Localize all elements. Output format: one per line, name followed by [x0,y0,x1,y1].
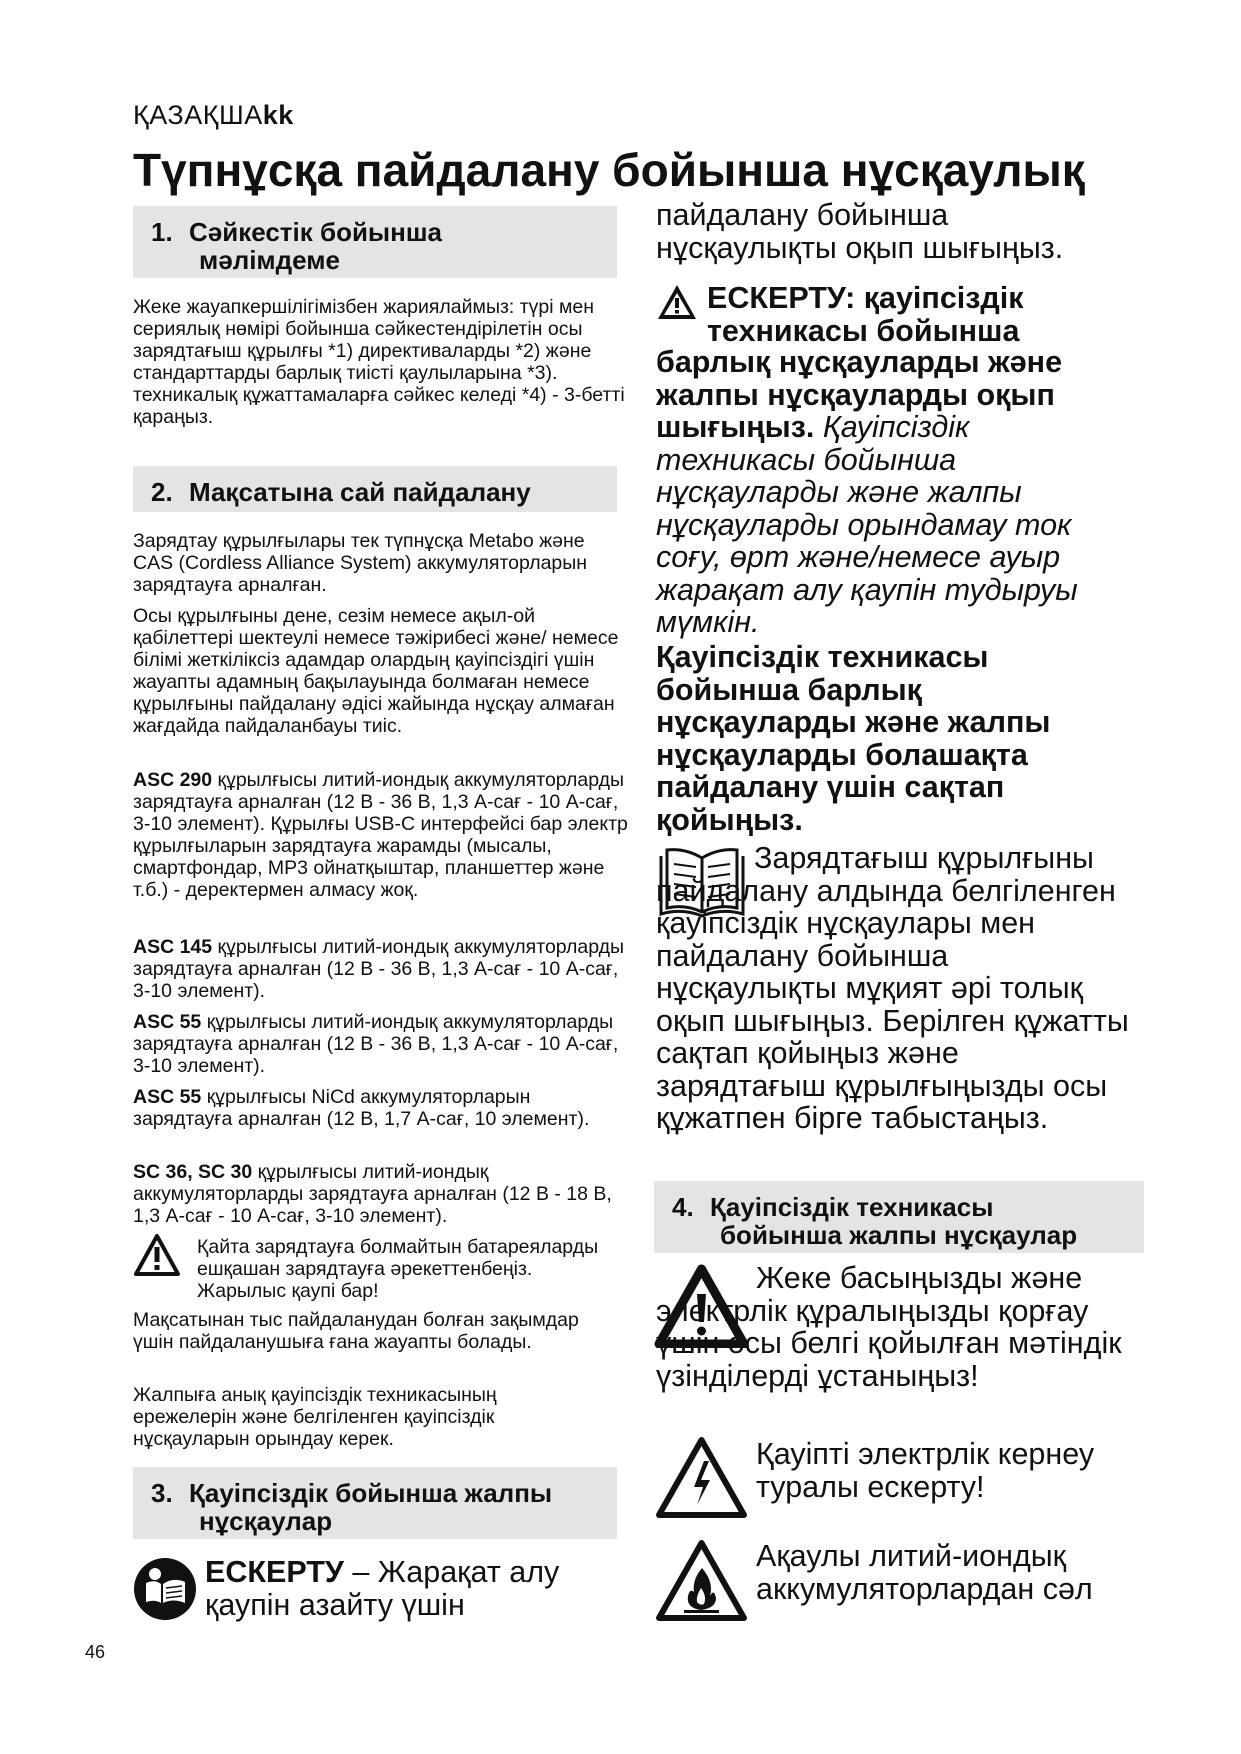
misuse-text: Мақсатынан тыс пайдаланудан болған зақымдар үшін пайдаланушыға ғана жауапты болады. [133,1309,579,1353]
safety-rules-text: Жалпыға анық қауіпсіздік техникасының ережелерін және белгіленген қауіпсіздік нұсқауларын орындау керек. [133,1384,497,1450]
section-2-paragraph-2: Осы құрылғыны дене, сезім немесе ақыл-ой қабілеттері шектеулі немесе тәжірибесі және/ немесе білімі жеткіліксіз адамдар олардың қауіпсіздігі үшін жауапты адамның бақылауында болмаған немесе құрылғыны пайдалану әдісі жайында нұсқау алмаған жағдайда пайдаланбауы тиіс. [133,605,619,737]
battery-warning-text: Қайта зарядтауға болмайтын батареяларды ешқашан зарядтауға әрекеттенбеңіз. Жарылыс қаупі бар! [197,1236,599,1302]
language-label: ҚАЗАҚШАkk [133,100,294,130]
page-title: Түпнұсқа пайдалану бойынша нұсқаулық [133,144,1085,196]
fire-hazard-icon [654,1538,749,1622]
section-3-warning: ЕСКЕРТУ – Жарақат алу қаупін азайту үшін [205,1555,560,1622]
section-1-text: Жеке жауапкершілігімізбен жариялаймыз: түрі мен сериялық нөмірі бойынша сәйкестендірілетін осы зарядтағыш құрылғы *1) директиваларды *2) және стандарттарды барлық тиісті қаулыларына *3). техникалық құжаттамаларға сәйкес келеді *4) - 3-бетті қараңыз. [133,296,625,428]
read-manual-icon [133,1557,197,1621]
section-3-heading: 3. Қауіпсіздік бойынша жалпы нұсқаулар [133,1467,617,1539]
section-4-heading: 4. Қауіпсіздік техникасы бойынша жалпы нұсқаулар [654,1181,1144,1253]
warning-triangle-icon [656,283,698,321]
model-asc145: ASC 145 құрылғысы литий-иондық аккумуляторларды зарядтауға арналған (12 В - 36 В, 1,3 А-сағ - 10 А-сағ, 3-10 элемент). [133,936,624,1002]
model-asc290: ASC 290 құрылғысы литий-иондық аккумуляторларды зарядтауға арналған (12 В - 36 В, 1,3 А-сағ - 10 А-сағ, 3-10 элемент). Құрылғы USB-C интерфейсі бар электр құрылғыларын зарядтауға жарамды (мысалы, смартфондар, MP3 ойнатқыштар, планшеттер және т.б.) - деректермен алмасу жоқ. [133,769,628,901]
continued-text: пайдалану бойынша нұсқаулықты оқып шығыңыз. [656,198,1064,265]
safety-warning-body: барлық нұсқауларды және жалпы нұсқауларды оқып шығыңыз. Қауіпсіздік техникасы бойынша нұсқауларды және жалпы нұсқауларды орындамау ток соғу, өрт және/немесе ауыр жарақат алу қаупін тудыруы мүмкін. [656,345,1078,639]
warning-triangle-icon [133,1233,181,1277]
model-asc55-liion: ASC 55 құрылғысы литий-иондық аккумуляторларды зарядтауға арналған (12 В - 36 В, 1,3 А-сағ - 10 А-сағ, 3-10 элемент). [133,1011,619,1077]
section-2-heading: 2. Мақсатына сай пайдалану [133,466,617,512]
section-2-paragraph-1: Зарядтау құрылғылары тек түпнұсқа Metabo және CAS (Cordless Alliance System) аккумуляторларын зарядтауға арналған. [133,530,588,596]
keep-instructions-text: Қауіпсіздік техникасы бойынша барлық нұсқауларды және жалпы нұсқауларды болашақта пайдалану үшін сақтап қойыңыз. [656,640,1051,837]
model-asc55-nicd: ASC 55 құрылғысы NiCd аккумуляторларын зарядтауға арналған (12 В, 1,7 А-сағ, 10 элемент). [133,1086,590,1130]
page-number: 46 [85,1642,106,1662]
symbol-2-text: Қауіпті электрлік кернеу туралы ескерту! [756,1437,1095,1504]
symbol-1-text: Жеке басыңызды және электрлік құралыңызды қорғау үшін осы белгі қойылған мәтіндік үзінділерді ұстаныңыз! [656,1261,1122,1393]
symbol-3-text: Ақаулы литий-иондық аккумуляторлардан сәл [756,1539,1093,1606]
electric-voltage-icon [654,1435,749,1519]
read-manual-text: Зарядтағыш құрылғыны пайдалану алдында белгіленген қауіпсіздік нұсқаулары мен пайдалану бойынша нұсқаулықты мұқият әрі толық оқып шығыңыз. Берілген құжатты сақтап қойыңыз және зарядтағыш құрылғыңызды осы құжатпен бірге табыстаңыз. [656,841,1129,1135]
section-1-heading: 1. Сәйкестік бойынша мәлімдеме [133,206,617,278]
safety-warning-heading: ЕСКЕРТУ: қауіпсіздік техникасы бойынша [707,281,1024,348]
model-sc36-sc30: SC 36, SC 30 құрылғысы литий-иондық аккумуляторларды зарядтауға арналған (12 В - 18 В, 1,3 А-сағ - 10 А-сағ, 3-10 элемент). [133,1161,612,1227]
